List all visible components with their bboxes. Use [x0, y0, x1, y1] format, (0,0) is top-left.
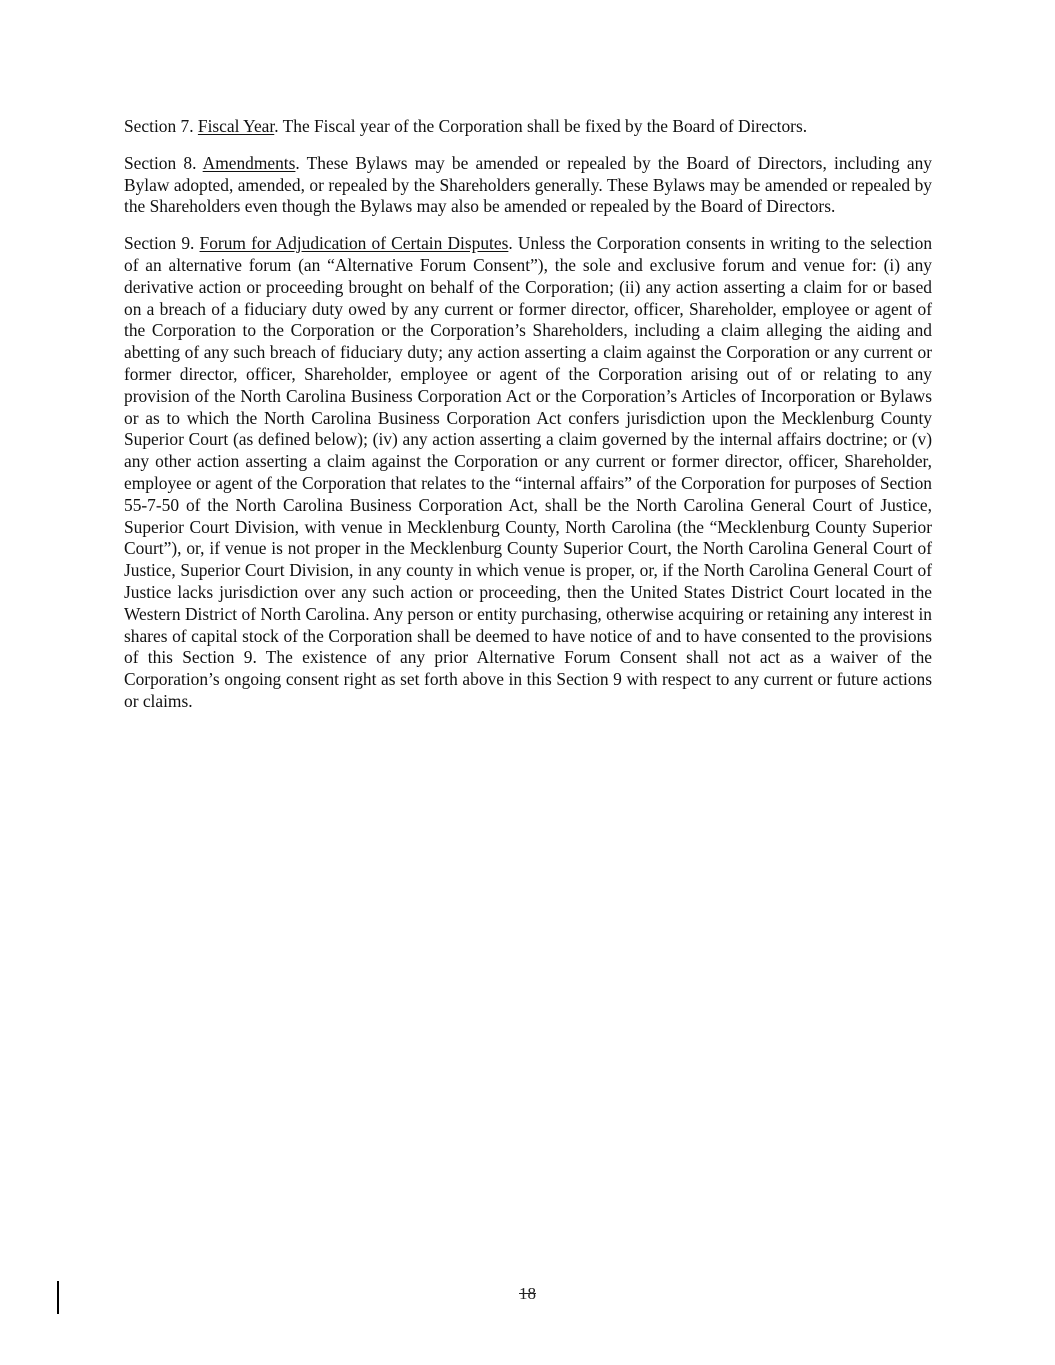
document-body — [124, 116, 932, 728]
section-7-heading: Fiscal Year — [197, 116, 275, 136]
section-7 — [124, 116, 932, 138]
page-number: 18 — [519, 1284, 536, 1303]
section-7-prefix: Section 7. — [124, 116, 198, 136]
section-8-heading: Amendments — [202, 152, 296, 173]
section-9-body: . Unless the Corporation consents in writing to the selection of an alternative forum (an “Alternative Forum Consent”), the sole and exclusive forum and venue for: (i) any derivative action or proceeding brought on behalf of the Corporation; (ii) any action asserting a claim for or based on a breach of a fiduciary duty owed by any current or former director, officer, Shareholder, employee or agent of the Corporation to the Corporation or the Corporation’s Shareholders, including a claim alleging the aiding and abetting of any such breach of fiduciary duty; any action asserting a claim against the Corporation or any current or former director, officer, Shareholder, employee or agent of the Corporation arising out of or relating to any provision of the North Carolina Business Corporation Act or the Corporation’s Articles of Incorporation or Bylaws or as to which the North Carolina Business Corporation Act confers jurisdiction upon the Mecklenburg County Superior Court (as defined below); (iv) any action asserting a claim governed by the internal affairs doctrine; or (v) any other action asserting a claim against the Corporation or any current or former director, officer, Shareholder, employee or agent of the Corporation that relates to the “internal affairs” of the Corporation for purposes of Section 55-7-50 of the North Carolina Business Corporation Act, shall be the North Carolina General Court of Justice, Superior Court Division, with venue in Mecklenburg County, North Carolina (the “Mecklenburg County Superior Court”), or, if venue is not proper in the Mecklenburg County Superior Court, the North Carolina General Court of Justice, Superior Court Division, in any county in which venue is proper, or, if the North Carolina General Court of Justice lacks jurisdiction over any such action or proceeding, then the United States District Court located in the Western District of North Carolina. Any person or entity purchasing, otherwise acquiring or retaining any interest in shares of capital stock of the Corporation shall be deemed to have notice of and to have consented to the provisions of this Section 9. The existence of any prior Alternative Forum Consent shall not act as a waiver of the Corporation’s ongoing consent right as set forth above in this Section 9 with respect to any current or future actions or claims. — [124, 233, 933, 711]
section-8-body: . These Bylaws may be amended or repealed by the Board of Directors, including any Bylaw adopted, amended, or repealed by the Shareholders generally. These Bylaws may be amended or repealed by the Shareholders even though the Bylaws may also be amended or repealed by the Board of Directors. — [124, 152, 932, 217]
section-7-body: . The Fiscal year of the Corporation shall be fixed by the Board of Directors. — [274, 116, 808, 136]
section-9 — [124, 233, 932, 713]
section-8 — [124, 153, 932, 218]
section-9-heading: Forum for Adjudication of Certain Disputes — [199, 233, 509, 254]
section-8-prefix: Section 8. — [124, 152, 203, 173]
section-9-prefix: Section 9. — [124, 233, 200, 254]
